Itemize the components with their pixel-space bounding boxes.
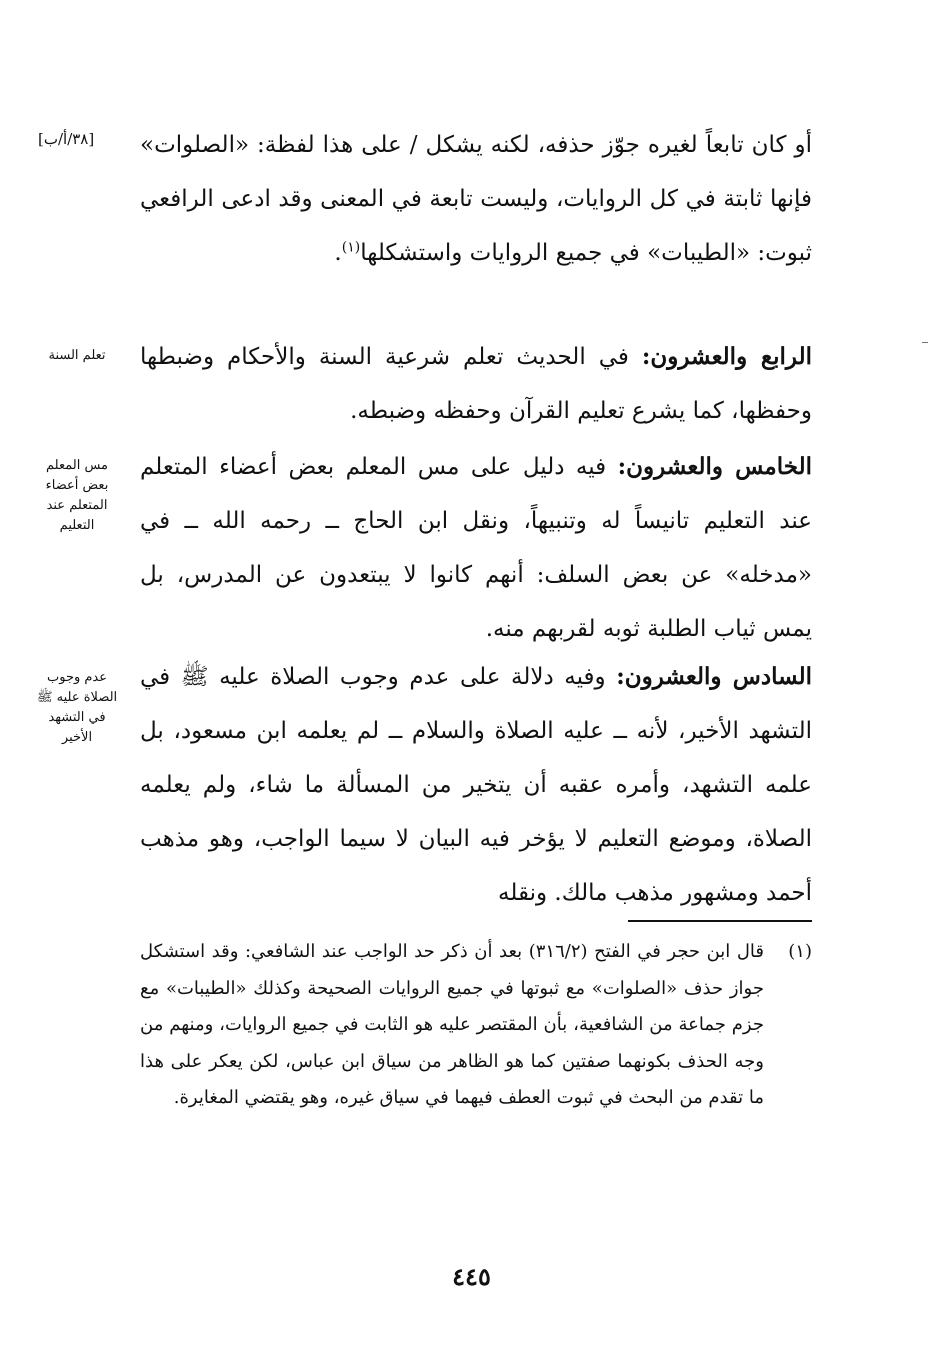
paragraph-26 <box>140 650 812 920</box>
margin-note-prayer-upon-prophet: عدم وجوب الصلاة عليه ﷺ في التشهد الأخير <box>36 670 118 745</box>
margin-note-learning-sunnah: تعلم السنة <box>48 348 106 363</box>
footnote-block <box>140 934 812 1117</box>
footnote-number: (١) <box>788 941 812 962</box>
paragraph-25-text: فيه دليل على مس المعلم بعض أعضاء المتعلم عند التعليم تانيساً له وتنبيهاً، ونقل ابن الحاج ــ رحمه الله ــ في «مدخله» عن بعض السلف: أنهم كانوا لا يبتعدون عن المدرس، بل يمس ثياب الطلبة ثوبه لقربهم منه. <box>140 454 812 642</box>
manuscript-folio-reference: [٣٨/أ/ب] <box>38 130 95 148</box>
page-number: ٤٤٥ <box>452 1262 491 1291</box>
paragraph-1-tail: . <box>334 240 342 266</box>
paragraph-1-text: أو كان تابعاً لغيره جوّز حذفه، لكنه يشكل / على هذا لفظة: «الصلوات» فإنها ثابتة في كل الروايات، وليست تابعة في المعنى وقد ادعى الرافعي ثبوت: «الطيبات» في جميع الروايات واستشكلها <box>140 132 812 266</box>
paragraph-26-heading: السادس والعشرون: <box>616 663 812 690</box>
paragraph-24 <box>140 330 812 438</box>
footnote-text: قال ابن حجر في الفتح (٣١٦/٢) بعد أن ذكر حد الواجب عند الشافعي: وقد استشكل جواز حذف «الصلوات» مع ثبوتها في جميع الروايات الصحيحة وكذلك «الطيبات» مع جزم جماعة من الشافعية، بأن المقتصر عليه هو الثابت في جميع الروايات، ومنهم من وجه الحذف بكونهما صفتين كما هو الظاهر من سياق ابن عباس، لكن يعكر على هذا ما تقدم من البحث في ثبوت العطف فيهما في سياق غيره، وهو يقتضي المغايرة. <box>140 941 765 1108</box>
paragraph-24-heading: الرابع والعشرون: <box>641 343 812 370</box>
margin-note-teacher-touch: مس المعلم بعض أعضاء المتعلم عند التعليم <box>45 458 109 533</box>
paragraph-1 <box>140 118 812 280</box>
scan-edge-mark <box>922 342 928 343</box>
paragraph-25 <box>140 440 812 656</box>
paragraph-24-text: في الحديث تعلم شرعية السنة والأحكام وضبطها وحفظها، كما يشرع تعليم القرآن وحفظه وضبطه. <box>140 344 812 424</box>
paragraph-26-text: وفيه دلالة على عدم وجوب الصلاة عليه ﷺ في التشهد الأخير، لأنه ــ عليه الصلاة والسلام ــ لم يعلمه ابن مسعود، بل علمه التشهد، وأمره عقبه أن يتخير من المسألة ما شاء، ولم يعلمه الصلاة، وموضع التعليم لا يؤخر فيه البيان لا سيما الواجب، وهو مذهب أحمد ومشهور مذهب مالك. ونقله <box>140 664 812 906</box>
footnote-separator <box>628 920 812 922</box>
paragraph-25-heading: الخامس والعشرون: <box>617 453 813 480</box>
footnote-reference[interactable]: (١) <box>341 239 361 256</box>
